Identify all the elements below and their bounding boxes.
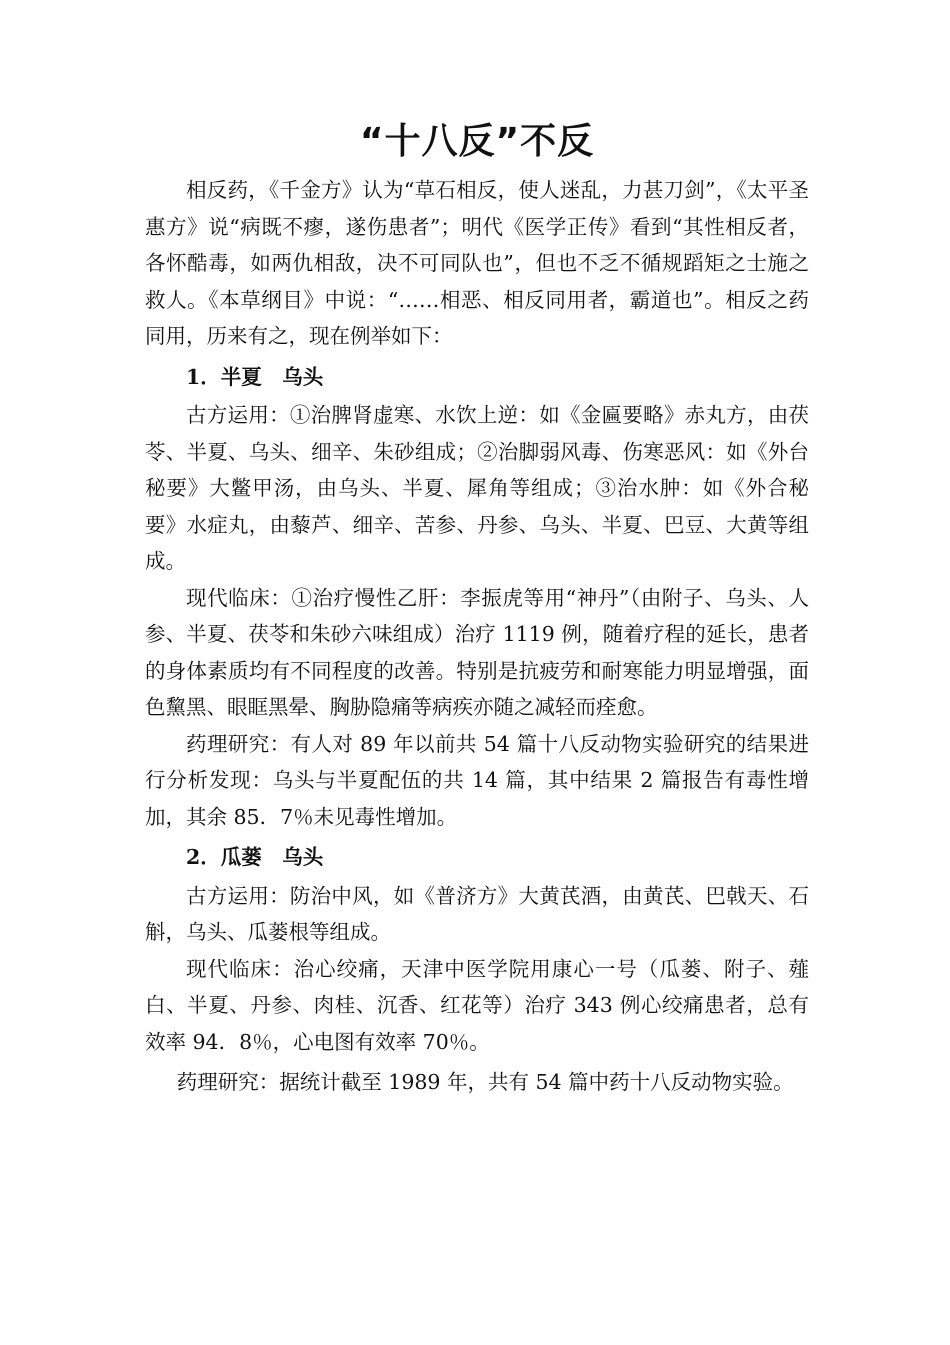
section-heading: 2．瓜蒌 乌头 (186, 845, 324, 869)
closing-paragraph: 药理研究：据统计截至 1989 年，共有 54 篇中药十八反动物实验。 (176, 1070, 794, 1094)
section-1-modern-clinical: 现代临床：①治疗慢性乙肝：李振虎等用“神丹”（由附子、乌头、人参、半夏、茯苓和朱砂六味组成）治疗 1119 例，随着疗程的延长，患者的身体素质均有不同程度的改善。特别是抗疲劳和耐寒能力明显增强，面色黧黑、眼眶黑晕、胸胁隐痛等病疾亦随之减轻而痊愈。 (145, 585, 809, 719)
section-2-ancient-usage: 古方运用：防治中风，如《普济方》大黄芪酒，由黄芪、巴戟天、石斛，乌头、瓜蒌根等组成。 (145, 883, 809, 944)
section-heading: 1．半夏 乌头 (186, 364, 324, 389)
section-1-ancient-usage: 古方运用：①治脾肾虚寒、水饮上逆：如《金匾要略》赤丸方，由茯苓、半夏、乌头、细辛、朱砂组成；②治脚弱风毒、伤寒恶风：如《外台秘要》大鳖甲汤，由乌头、半夏、犀角等组成；③治水肿：如《外合秘要》水症丸，由藜芦、细辛、苦参、丹参、乌头、半夏、巴豆、大黄等组成。 (145, 403, 809, 573)
section-2 (145, 839, 809, 1060)
intro-paragraph: 相反药，《千金方》认为“草石相反，使人迷乱，力甚刀剑”，《太平圣惠方》说“病既不瘳，遂伤患者”；明代《医学正传》看到“其性相反者，各怀酷毒，如两仇相敌，决不可同队也”，但也不乏不循规蹈矩之士施之救人。《本草纲目》中说：“……相恶、相反同用者，霸道也”。相反之药同用，历来有之，现在例举如下： (145, 178, 809, 348)
document-page (145, 118, 809, 1101)
section-1 (145, 359, 809, 836)
section-1-pharmacology: 药理研究：有人对 89 年以前共 54 篇十八反动物实验研究的结果进行分析发现：乌头与半夏配伍的共 14 篇，其中结果 2 篇报告有毒性增加，其余 85．7％未见毒性增加。 (145, 731, 809, 829)
section-2-modern-clinical: 现代临床：治心绞痛，天津中医学院用康心一号（瓜蒌、附子、薤白、半夏、丹参、肉桂、沉香、红花等）治疗 343 例心绞痛患者，总有效率 94．8％，心电图有效率 70％。 (145, 956, 809, 1054)
page-title: “十八反”不反 (359, 121, 595, 162)
